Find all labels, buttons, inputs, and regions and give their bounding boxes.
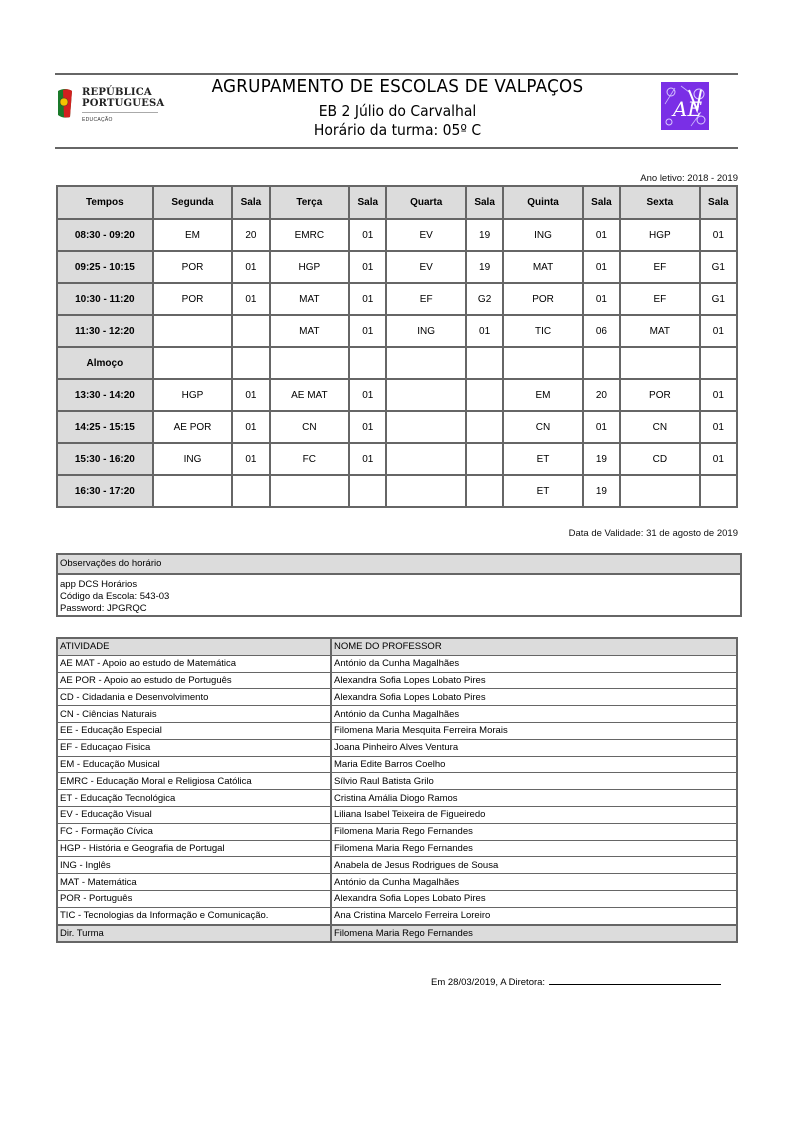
teacher-name-cell: Joana Pinheiro Alves Ventura [331, 739, 737, 756]
room-cell: 19 [583, 443, 620, 475]
class-director-name: Filomena Maria Rego Fernandes [331, 925, 737, 943]
activity-cell: POR - Português [57, 890, 331, 907]
schedule-row [57, 475, 737, 507]
col-header-sala: Sala [349, 186, 386, 219]
activity-cell: CD - Cidadania e Desenvolvimento [57, 689, 331, 706]
class-director-row [57, 925, 737, 943]
class-schedule-title: Horário da turma: 05º C [313, 121, 482, 139]
teacher-name-cell: Alexandra Sofia Lopes Lobato Pires [331, 689, 737, 706]
room-cell: 01 [583, 411, 620, 443]
ae-logo-icon [661, 82, 709, 130]
subject-cell [270, 475, 350, 507]
activity-cell: CN - Ciências Naturais [57, 706, 331, 723]
teacher-row [57, 756, 737, 773]
teacher-name-cell: Cristina Amália Diogo Ramos [331, 790, 737, 807]
room-cell: 20 [583, 379, 620, 411]
subject-cell: ET [503, 475, 583, 507]
agrupamento-logo [661, 82, 709, 130]
schedule-header-row [57, 186, 737, 219]
room-cell: 01 [349, 251, 386, 283]
logo-divider [82, 112, 158, 113]
subject-cell [620, 475, 700, 507]
subject-cell [503, 347, 583, 379]
time-slot: 16:30 - 17:20 [57, 475, 153, 507]
schedule-row [57, 219, 737, 251]
subject-cell: MAT [503, 251, 583, 283]
signature-block [431, 975, 721, 988]
room-cell: 01 [232, 443, 269, 475]
subject-cell: CN [270, 411, 350, 443]
teacher-row [57, 790, 737, 807]
room-cell: G1 [700, 251, 737, 283]
teacher-row [57, 773, 737, 790]
teacher-row [57, 706, 737, 723]
room-cell [349, 347, 386, 379]
subject-cell: FC [270, 443, 350, 475]
col-header-sala: Sala [700, 186, 737, 219]
subject-cell: EF [386, 283, 466, 315]
room-cell [583, 347, 620, 379]
activity-cell: AE POR - Apoio ao estudo de Português [57, 672, 331, 689]
room-cell: 06 [583, 315, 620, 347]
activity-cell: HGP - História e Geografia de Portugal [57, 840, 331, 857]
teacher-name-cell: Liliana Isabel Teixeira de Figueiredo [331, 806, 737, 823]
room-cell: 01 [349, 411, 386, 443]
activity-cell: ING - Inglês [57, 857, 331, 874]
subject-cell: EF [620, 283, 700, 315]
schedule-row [57, 411, 737, 443]
activity-cell: EE - Educação Especial [57, 722, 331, 739]
col-header-sala: Sala [232, 186, 269, 219]
subject-cell [153, 347, 233, 379]
room-cell: 19 [583, 475, 620, 507]
subject-cell: EMRC [270, 219, 350, 251]
subject-cell [270, 347, 350, 379]
room-cell [466, 443, 503, 475]
teacher-row [57, 907, 737, 924]
subject-cell: MAT [620, 315, 700, 347]
subject-cell [386, 347, 466, 379]
teacher-name-cell: Filomena Maria Rego Fernandes [331, 823, 737, 840]
subject-cell: CD [620, 443, 700, 475]
teacher-name-cell: António da Cunha Magalhães [331, 874, 737, 891]
teacher-row [57, 874, 737, 891]
col-header-quinta: Quinta [503, 186, 583, 219]
room-cell [466, 475, 503, 507]
schedule-row [57, 315, 737, 347]
class-schedule-table [56, 185, 738, 508]
room-cell: 01 [466, 315, 503, 347]
subject-cell [386, 411, 466, 443]
room-cell: 01 [232, 251, 269, 283]
observations-body [58, 575, 740, 615]
col-header-sala: Sala [583, 186, 620, 219]
svg-text:AE: AE [673, 97, 703, 121]
school-name: EB 2 Júlio do Carvalhal [318, 102, 477, 120]
room-cell: 01 [349, 443, 386, 475]
subject-cell [620, 347, 700, 379]
subject-cell: POR [153, 251, 233, 283]
observations-title: Observações do horário [58, 555, 740, 575]
activity-cell: EM - Educação Musical [57, 756, 331, 773]
activity-cell: FC - Formação Cívica [57, 823, 331, 840]
school-year: Ano letivo: 2018 - 2019 [640, 173, 738, 184]
col-header-tempos: Tempos [57, 186, 153, 219]
subject-cell: POR [503, 283, 583, 315]
subject-cell: HGP [153, 379, 233, 411]
schedule-observations [56, 553, 742, 617]
subject-cell [153, 315, 233, 347]
subject-cell: EV [386, 219, 466, 251]
col-header-quarta: Quarta [386, 186, 466, 219]
activity-cell: EF - Educaçao Fisica [57, 739, 331, 756]
republica-portuguesa-logo [56, 84, 166, 128]
room-cell [700, 347, 737, 379]
signature-line [549, 975, 721, 985]
activity-cell: EMRC - Educação Moral e Religiosa Católica [57, 773, 331, 790]
subject-cell [386, 443, 466, 475]
col-header-sala: Sala [466, 186, 503, 219]
teacher-name-cell: Sílvio Raul Batista Grilo [331, 773, 737, 790]
teacher-name-cell: António da Cunha Magalhães [331, 706, 737, 723]
header-bottom-rule [55, 147, 738, 149]
subject-cell [386, 379, 466, 411]
time-slot: 08:30 - 09:20 [57, 219, 153, 251]
subject-cell: EF [620, 251, 700, 283]
teachers-table [56, 637, 738, 943]
room-cell [232, 347, 269, 379]
teacher-row [57, 840, 737, 857]
subject-cell: AE MAT [270, 379, 350, 411]
signature-label: Em 28/03/2019, A Diretora: [431, 977, 546, 988]
room-cell: 01 [700, 411, 737, 443]
subject-cell: POR [620, 379, 700, 411]
room-cell: 01 [232, 283, 269, 315]
room-cell: 19 [466, 251, 503, 283]
portugal-flag-icon [56, 87, 74, 119]
room-cell: 01 [232, 411, 269, 443]
subject-cell: MAT [270, 315, 350, 347]
col-header-terca: Terça [270, 186, 350, 219]
teacher-name-cell: Anabela de Jesus Rodrigues de Sousa [331, 857, 737, 874]
subject-cell: EV [386, 251, 466, 283]
teacher-row [57, 823, 737, 840]
time-slot: 11:30 - 12:20 [57, 315, 153, 347]
subject-cell: ING [386, 315, 466, 347]
room-cell: 01 [349, 379, 386, 411]
observation-line: Password: JPGRQC [60, 603, 147, 614]
subject-cell: EM [153, 219, 233, 251]
teacher-row [57, 722, 737, 739]
col-header-atividade: ATIVIDADE [57, 638, 331, 655]
room-cell: G1 [700, 283, 737, 315]
teacher-name-cell: Alexandra Sofia Lopes Lobato Pires [331, 672, 737, 689]
time-slot: 09:25 - 10:15 [57, 251, 153, 283]
time-slot: 14:25 - 15:15 [57, 411, 153, 443]
validity-date: Data de Validade: 31 de agosto de 2019 [568, 528, 738, 539]
room-cell: 01 [349, 315, 386, 347]
subject-cell: AE POR [153, 411, 233, 443]
room-cell: 01 [700, 315, 737, 347]
header-top-rule [55, 73, 738, 75]
schedule-row [57, 379, 737, 411]
room-cell: 01 [583, 251, 620, 283]
room-cell: 01 [349, 219, 386, 251]
observation-line: Código da Escola: 543-03 [60, 591, 170, 602]
room-cell: 01 [700, 219, 737, 251]
teacher-row [57, 890, 737, 907]
teacher-name-cell: Alexandra Sofia Lopes Lobato Pires [331, 890, 737, 907]
subject-cell: CN [620, 411, 700, 443]
room-cell [466, 411, 503, 443]
republica-portuguesa-text: REPÚBLICA PORTUGUESA [82, 87, 165, 109]
room-cell [349, 475, 386, 507]
subject-cell: EM [503, 379, 583, 411]
room-cell: 01 [232, 379, 269, 411]
subject-cell [386, 475, 466, 507]
col-header-professor: NOME DO PROFESSOR [331, 638, 737, 655]
teacher-row [57, 672, 737, 689]
room-cell [232, 315, 269, 347]
subject-cell: POR [153, 283, 233, 315]
teacher-row [57, 655, 737, 672]
room-cell [232, 475, 269, 507]
teacher-name-cell: Ana Cristina Marcelo Ferreira Loreiro [331, 907, 737, 924]
time-slot: 13:30 - 14:20 [57, 379, 153, 411]
room-cell [466, 347, 503, 379]
room-cell: G2 [466, 283, 503, 315]
room-cell [466, 379, 503, 411]
schedule-row [57, 347, 737, 379]
teacher-name-cell: Filomena Maria Rego Fernandes [331, 840, 737, 857]
room-cell [700, 475, 737, 507]
educacao-label: EDUCAÇÃO [82, 117, 113, 123]
teacher-name-cell: Filomena Maria Mesquita Ferreira Morais [331, 722, 737, 739]
col-header-sexta: Sexta [620, 186, 700, 219]
schedule-row [57, 283, 737, 315]
subject-cell: ING [503, 219, 583, 251]
room-cell: 01 [583, 283, 620, 315]
room-cell: 01 [700, 443, 737, 475]
observation-line: app DCS Horários [60, 579, 138, 590]
subject-cell [153, 475, 233, 507]
teacher-row [57, 857, 737, 874]
teacher-row [57, 689, 737, 706]
activity-cell: TIC - Tecnologias da Informação e Comunicação. [57, 907, 331, 924]
room-cell: 01 [700, 379, 737, 411]
subject-cell: ET [503, 443, 583, 475]
teacher-row [57, 739, 737, 756]
teacher-name-cell: Maria Edite Barros Coelho [331, 756, 737, 773]
subject-cell: MAT [270, 283, 350, 315]
activity-cell: EV - Educação Visual [57, 806, 331, 823]
activity-cell: AE MAT - Apoio ao estudo de Matemática [57, 655, 331, 672]
room-cell: 01 [583, 219, 620, 251]
time-slot: Almoço [57, 347, 153, 379]
activity-cell: MAT - Matemática [57, 874, 331, 891]
class-director-label: Dir. Turma [57, 925, 331, 943]
room-cell: 19 [466, 219, 503, 251]
time-slot: 15:30 - 16:20 [57, 443, 153, 475]
time-slot: 10:30 - 11:20 [57, 283, 153, 315]
room-cell: 01 [349, 283, 386, 315]
subject-cell: TIC [503, 315, 583, 347]
school-group-title: AGRUPAMENTO DE ESCOLAS DE VALPAÇOS [211, 76, 584, 97]
subject-cell: ING [153, 443, 233, 475]
teacher-row [57, 806, 737, 823]
col-header-segunda: Segunda [153, 186, 233, 219]
activity-cell: ET - Educação Tecnológica [57, 790, 331, 807]
schedule-row [57, 443, 737, 475]
subject-cell: HGP [270, 251, 350, 283]
subject-cell: HGP [620, 219, 700, 251]
schedule-row [57, 251, 737, 283]
teachers-header-row [57, 638, 737, 655]
room-cell: 20 [232, 219, 269, 251]
subject-cell: CN [503, 411, 583, 443]
teacher-name-cell: António da Cunha Magalhães [331, 655, 737, 672]
